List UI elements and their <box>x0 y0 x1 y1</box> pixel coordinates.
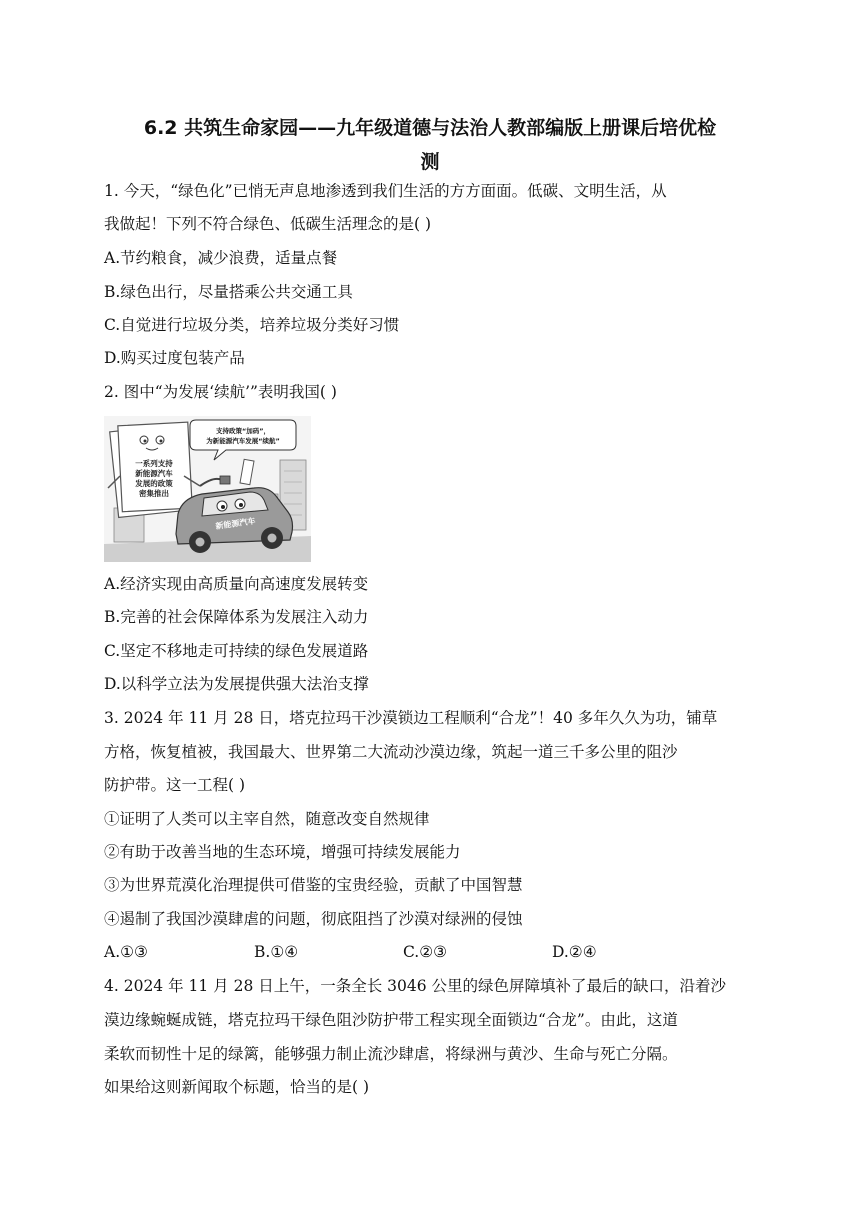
q1-option-c: C.自觉进行垃圾分类，培养垃圾分类好习惯 <box>104 316 400 334</box>
q3-choice-d: D.②④ <box>552 943 597 961</box>
q3-item-2: ②有助于改善当地的生态环境，增强可持续发展能力 <box>104 843 461 861</box>
doc-text-line4: 密集推出 <box>139 489 169 498</box>
q1-option-b: B.绿色出行，尽量搭乘公共交通工具 <box>104 283 353 301</box>
q3-stem-line3: 防护带。这一工程( ) <box>104 776 246 794</box>
q1-option-d: D.购买过度包装产品 <box>104 349 245 367</box>
q4-stem-line4: 如果给这则新闻取个标题，恰当的是( ) <box>104 1078 370 1096</box>
speech-text-line2: 为新能源汽车发展“续航” <box>206 437 280 445</box>
q3-stem-line2: 方格，恢复植被，我国最大、世界第二大流动沙漠边缘，筑起一道三千多公里的阻沙 <box>104 743 678 761</box>
q3-choices <box>104 941 664 967</box>
q1-option-a: A.节约粮食，减少浪费，适量点餐 <box>104 249 338 267</box>
q4-stem-line3: 柔软而韧性十足的绿篱，能够强力制止流沙肆虐，将绿洲与黄沙、生命与死亡分隔。 <box>104 1045 678 1063</box>
q3-choice-a: A.①③ <box>104 943 148 961</box>
q3-stem-line1: 3. 2024 年 11 月 28 日，塔克拉玛干沙漠锁边工程顺利“合龙”！40 多年久久为功，铺草 <box>104 709 718 727</box>
doc-text-line3: 发展的政策 <box>135 479 173 488</box>
document-title-continued: 测 <box>420 151 440 173</box>
q2-option-d: D.以科学立法为发展提供强大法治支撑 <box>104 675 369 693</box>
doc-text-line2: 新能源汽车 <box>135 469 173 478</box>
q3-item-3: ③为世界荒漠化治理提供可借鉴的宝贵经验，贡献了中国智慧 <box>104 876 523 894</box>
q1-stem-line2: 我做起！下列不符合绿色、低碳生活理念的是( ) <box>104 215 432 233</box>
car-label: 新能源汽车 <box>215 516 256 531</box>
q2-stem: 2. 图中“为发展‘续航’”表明我国( ) <box>104 383 337 401</box>
q2-option-c: C.坚定不移地走可持续的绿色发展道路 <box>104 642 369 660</box>
speech-text-line1: 支持政策“加码”， <box>215 427 271 435</box>
q4-stem-line1: 4. 2024 年 11 月 28 日上午，一条全长 3046 公里的绿色屏障填补了最后的缺口，沿着沙 <box>104 977 727 995</box>
q2-option-a: A.经济实现由高质量向高速度发展转变 <box>104 575 369 593</box>
doc-text-line1: 一系列支持 <box>135 459 173 468</box>
q3-item-1: ①证明了人类可以主宰自然，随意改变自然规律 <box>104 810 430 828</box>
q3-choice-c: C.②③ <box>403 943 448 961</box>
q4-stem-line2: 漠边缘蜿蜒成链，塔克拉玛干绿色阻沙防护带工程实现全面锁边“合龙”。由此，这道 <box>104 1011 678 1029</box>
q2-option-b: B.完善的社会保障体系为发展注入动力 <box>104 608 369 626</box>
q3-choice-b: B.①④ <box>254 943 299 961</box>
document-title: 6.2 共筑生命家园——九年级道德与法治人教部编版上册课后培优检 <box>143 117 717 139</box>
q1-stem-line1: 1. 今天，“绿色化”已悄无声息地渗透到我们生活的方方面面。低碳、文明生活，从 <box>104 182 667 200</box>
q2-cartoon-figure <box>104 416 311 562</box>
q3-item-4: ④遏制了我国沙漠肆虐的问题，彻底阻挡了沙漠对绿洲的侵蚀 <box>104 910 523 928</box>
